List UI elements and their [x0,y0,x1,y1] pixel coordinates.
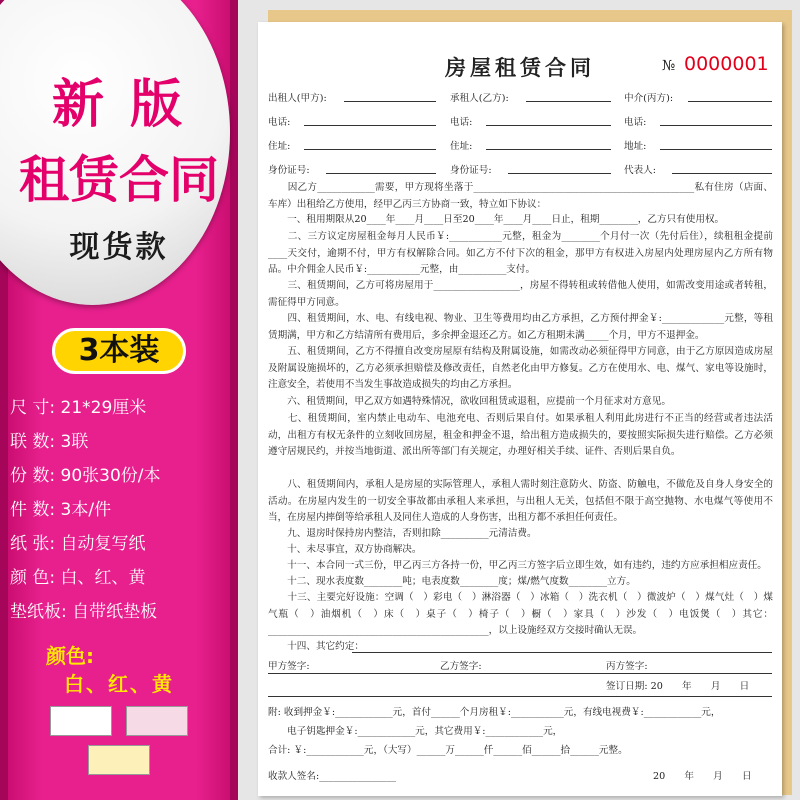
receipt-row-1: 附: 收到押金￥:____________元，首付______个月房租￥:___________元，有线电视费￥:____________元， [268,707,721,718]
receipt-total-row: 合计: ￥:____________元，（大写）______万______仟______佰______拾______元整。 [268,745,628,756]
agent-phone-label: 电话: [624,117,647,128]
spec-backing: 垫纸板: 自带纸垫板 [10,602,158,622]
clause-intro: 因乙方____________需要，甲方现将坐落于______________________________________________私有住房（店面、车库）出租给乙方使用，经甲乙丙三方协商一致，特立如下协议： [268,182,773,210]
spec-copies: 联 数: 3联 [10,432,89,452]
clause-8: 八、租赁期间内，承租人是房屋的实际管理人，承租人需时刻注意防火、防盗、防触电，不做危及自身人身安全的活动。在房屋内发生的一切安全事故都由承租人来承担，与出租人无关，包括但不限于高空抛物、水电煤气等使用不当，在房屋内摔倒等给承租人及同住人造成的人身伤害，出租方都不承担任何责任。 [268,479,773,523]
other-terms-line-2 [268,673,772,674]
receipt-row-2: 电子钥匙押金￥:____________元，其它费用￥:____________元， [268,726,563,737]
landlord-label: 出租人(甲方): [268,93,327,104]
clause-10: 十、未尽事宜，双方协商解决。 [268,544,422,555]
payee-signature-row: 收款人签名:________________ [268,771,396,782]
color-list: 白、红、黄 [64,672,174,696]
agent-address-line [660,149,772,150]
tenant-address-label: 住址: [450,141,473,152]
clause-2: 二、三方议定房屋租金每月人民币￥:___________元整，租金为________个月付一次（先付后住），续租租金提前____天交付，逾期不付，甲方有权解除合同。如乙方不付下次的租金，那甲方有权进入房屋内处理房屋内乙方所有物品。中介佣金人民币￥:___________元整，由__________支付。 [268,231,773,275]
party-a-signature-label: 甲方签字: [268,661,310,672]
tenant-line [526,101,611,102]
clause-7: 七、租赁期间，室内禁止电动车、电池充电、否则后果自付。如果承租人利用此房进行不正当的经营或者违法活动，出租方有权无条件的立刻收回房屋，租金和押金不退，给出租方造成损失的，要按照实际损失进行赔偿。乙方必须遵守居规民约，并按当地街道、派出所等部门有关规定，办理好相关手续、证件、否则后果自负。 [268,413,773,457]
landlord-phone-label: 电话: [268,117,291,128]
party-b-signature-label: 乙方签字: [440,661,482,672]
tenant-phone-line [486,125,611,126]
promo-headline-new: 新 版 [51,75,187,135]
agent-label: 中介(丙方): [624,93,674,104]
promo-panel [0,0,238,800]
landlord-line [344,101,436,102]
agent-phone-line [660,125,772,126]
agent-address-label: 地址: [624,141,647,152]
tenant-id-line [508,173,611,174]
serial-prefix: № [662,58,676,74]
landlord-address-line [304,149,436,150]
spec-paper: 纸 张: 自动复写纸 [10,534,146,554]
contract-title: 房屋租赁合同 [445,55,595,80]
clause-1: 一、租用期限从20____年____月____日至20____年____月____日止，租期________，乙方只有使用权。 [268,214,725,225]
landlord-id-label: 身份证号: [268,165,310,176]
agent-rep-line [672,173,772,174]
agent-rep-label: 代表人: [624,165,657,176]
clause-6: 六、租赁期间，甲乙双方如遇特殊情况，欲收回租赁或退租，应提前一个月征求对方意见。 [268,396,671,407]
party-c-signature-label: 丙方签字: [606,661,648,672]
color-title: 颜色: [46,644,94,668]
spec-sets: 份 数: 90张30份/本 [10,466,161,486]
pack-badge: 3本装 [52,328,186,374]
landlord-phone-line [304,125,436,126]
tenant-id-label: 身份证号: [450,165,492,176]
tenant-phone-label: 电话: [450,117,473,128]
clause-11: 十一、本合同一式三份，甲乙丙三方各持一份，甲乙丙三方签字后立即生效，如有违约，违约方应承担相应责任。 [268,560,767,571]
swatch-red [126,706,188,736]
serial-number: 0000001 [684,53,769,75]
spec-pieces: 件 数: 3本/件 [10,500,112,520]
landlord-id-line [326,173,436,174]
clause-12: 十二、现水表度数________吨；电表度数________度；煤/燃气度数________立方。 [268,576,636,587]
promo-subheadline: 现货款 [69,230,169,265]
clause-9: 九、退房时保持房内整洁，否则扣除__________元清洁费。 [268,528,537,539]
tenant-address-line [486,149,611,150]
swatch-white [50,706,112,736]
contract-sheet [258,22,782,796]
spec-colors: 颜 色: 白、红、黄 [10,568,146,588]
signed-date-label: 签订日期: 20 年 月 日 [606,681,750,692]
other-terms-line-1 [352,652,772,653]
clause-13: 十三、主要完好设施：空调（ ）彩电（ ）淋浴器（ ）冰箱（ ）洗衣机（ ）微波炉（ ）煤气灶（ ）煤气瓶（ ）油烟机（ ）床（ ）桌子（ ）椅子（ ）橱（ ）家具（ ）沙发（ ）电饭煲（ ）其它：______________________________________________，以上设施经双方交接时确认无误。 [268,592,773,636]
promo-headline-contract: 租赁合同 [19,151,219,209]
payee-date: 20 年 月 日 [653,771,752,782]
swatch-yellow [88,745,150,775]
clause-5: 五、租赁期间，乙方不得擅自改变房屋原有结构及附属设施，如需改动必须征得甲方同意，由于乙方原因造成房屋及附属设施损坏的，乙方必须承担赔偿及修改责任，自然老化由甲方修复。乙方在使用水、电、煤气、家电等设施时，注意安全，若使用不当发生事故造成损失的均由乙方承担。 [268,346,773,390]
clause-3: 三、租赁期间，乙方可将房屋用于__________________，房屋不得转租或转借他人使用，如需改变用途或者转租，需征得甲方同意。 [268,280,773,308]
clause-14: 十四、其它约定： [268,641,364,652]
landlord-address-label: 住址: [268,141,291,152]
agent-line [688,101,772,102]
footer-divider [268,696,772,697]
spec-size: 尺 寸: 21*29厘米 [10,398,147,418]
clause-4: 四、租赁期间，水、电、有线电视、物业、卫生等费用均由乙方承担，乙方预付押金￥:_____________元整，等租赁期满，甲方和乙方结清所有费用后，多余押金退还乙方。如乙方租期未满_____个月，甲方不退押金。 [268,313,773,341]
tenant-label: 承租人(乙方): [450,93,509,104]
